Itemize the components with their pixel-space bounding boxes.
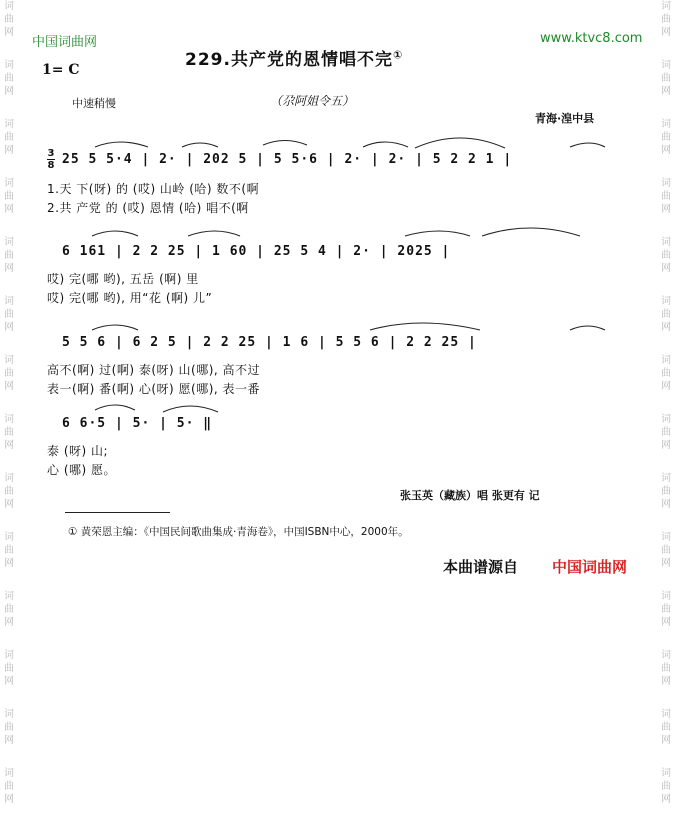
watermark-glyph: 曲 — [4, 663, 14, 674]
watermark-glyph: 曲 — [661, 604, 671, 615]
watermark-glyph: 曲 — [4, 250, 14, 261]
watermark-glyph: 网 — [4, 440, 14, 451]
score-row-1-notes: 25 5 5·4 | 2· | 202 5 | 5 5·6 | 2· | 2· | 5 2 2 1 | — [62, 152, 513, 167]
source-label: 本曲谱源自 — [443, 558, 519, 576]
score-row-2-notes: 6 161 | 2 2 25 | 1 60 | 25 5 4 | 2· | 2025 | — [62, 244, 451, 259]
watermark-glyph: 曲 — [4, 545, 14, 556]
watermark-glyph: 词 — [661, 355, 671, 366]
watermark-glyph: 曲 — [661, 368, 671, 379]
watermark-glyph: 词 — [4, 296, 14, 307]
watermark-glyph: 网 — [4, 381, 14, 392]
watermark-glyph: 曲 — [4, 368, 14, 379]
watermark-glyph: 曲 — [4, 132, 14, 143]
slur-arc — [370, 323, 480, 330]
score-row-3-lyric-2: 表一(啊) 番(啊) 心(呀) 愿(哪), 表一番 — [47, 382, 261, 396]
score-row-4-notes: 6 6·5 | 5· | 5· ‖ — [62, 416, 213, 431]
watermark-glyph: 曲 — [661, 191, 671, 202]
watermark-glyph: 词 — [4, 650, 14, 661]
slur-arc — [188, 231, 240, 236]
score-row-1-lyric-2: 2.共 产党 的 (哎) 恩情 (哈) 唱不(啊 — [47, 201, 249, 215]
watermark-glyph: 网 — [4, 86, 14, 97]
watermark-glyph: 曲 — [661, 663, 671, 674]
region-label: 青海·湟中县 — [535, 112, 595, 125]
watermark-glyph: 网 — [4, 617, 14, 628]
watermark-glyph: 词 — [4, 237, 14, 248]
watermark-glyph: 网 — [4, 27, 14, 38]
site-name-top-left[interactable]: 中国词曲网 — [32, 35, 98, 50]
watermark-glyph: 网 — [661, 617, 671, 628]
watermark-glyph: 网 — [661, 145, 671, 156]
watermark-glyph: 词 — [4, 709, 14, 720]
watermark-glyph: 词 — [661, 473, 671, 484]
watermark-glyph: 网 — [661, 735, 671, 746]
watermark-glyph: 网 — [4, 676, 14, 687]
watermark-glyph: 词 — [661, 768, 671, 779]
watermark-glyph: 曲 — [4, 486, 14, 497]
time-signature-bottom: 8 — [47, 160, 55, 171]
watermark-glyph: 网 — [4, 263, 14, 274]
watermark-glyph: 曲 — [4, 191, 14, 202]
score-row-3-lyric-1: 高不(啊) 过(啊) 泰(呀) 山(哪), 高不过 — [47, 363, 261, 377]
watermark-glyph: 词 — [661, 178, 671, 189]
watermark-glyph: 网 — [661, 27, 671, 38]
watermark-glyph: 网 — [661, 499, 671, 510]
watermark-glyph: 词 — [4, 119, 14, 130]
watermark-glyph: 曲 — [661, 722, 671, 733]
watermark-glyph: 网 — [661, 381, 671, 392]
watermark-glyph: 网 — [4, 145, 14, 156]
watermark-glyph: 网 — [4, 322, 14, 333]
watermark-glyph: 曲 — [661, 781, 671, 792]
watermark-glyph: 词 — [4, 768, 14, 779]
watermark-glyph: 网 — [661, 794, 671, 805]
key-signature: 1= C — [42, 62, 80, 78]
slur-arc — [182, 143, 218, 147]
score-row-4-lyric-2: 心 (哪) 愿。 — [47, 463, 116, 477]
slur-arc — [95, 142, 148, 147]
watermark-glyph: 网 — [4, 558, 14, 569]
watermark-glyph: 曲 — [4, 427, 14, 438]
slur-arc — [95, 405, 135, 410]
watermark-glyph: 曲 — [661, 427, 671, 438]
watermark-glyph: 词 — [661, 119, 671, 130]
watermark-glyph: 网 — [661, 322, 671, 333]
slur-arc — [405, 231, 470, 236]
watermark-glyph: 词 — [4, 591, 14, 602]
score-row-1-lyric-1: 1.天 下(呀) 的 (哎) 山岭 (哈) 数不(啊 — [47, 182, 260, 196]
watermark-glyph: 词 — [661, 591, 671, 602]
slur-arc — [263, 141, 307, 146]
slur-arc — [363, 142, 408, 147]
watermark-glyph: 曲 — [661, 309, 671, 320]
watermark-glyph: 曲 — [4, 73, 14, 84]
watermark-glyph: 词 — [4, 532, 14, 543]
score-row-4-lyric-1: 泰 (呀) 山; — [47, 444, 109, 458]
watermark-glyph: 网 — [661, 263, 671, 274]
score-row-2-lyric-1: 哎) 完(哪 哟), 五岳 (啊) 里 — [47, 272, 199, 286]
watermark-glyph: 词 — [661, 1, 671, 12]
watermark-glyph: 曲 — [661, 132, 671, 143]
watermark-glyph: 曲 — [661, 486, 671, 497]
watermark-glyph: 曲 — [4, 14, 14, 25]
score-row-3-notes: 5 5 6 | 6 2 5 | 2 2 25 | 1 6 | 5 5 6 | 2 2 25 | — [62, 335, 477, 350]
watermark-glyph: 曲 — [661, 73, 671, 84]
footnote-divider — [65, 512, 170, 513]
watermark-glyph: 词 — [661, 237, 671, 248]
score-row-2-lyric-2: 哎) 完(哪 哟), 用“花 (啊) 儿” — [47, 291, 213, 305]
slur-arc — [570, 143, 605, 147]
watermark-glyph: 曲 — [4, 604, 14, 615]
watermark-glyph: 词 — [4, 178, 14, 189]
song-title-text: 229.共产党的恩情唱不完 — [185, 50, 393, 70]
watermark-glyph: 曲 — [661, 545, 671, 556]
slur-arc — [570, 326, 605, 330]
time-signature-top: 3 — [47, 148, 55, 159]
watermark-glyph: 词 — [4, 1, 14, 12]
watermark-glyph: 网 — [661, 86, 671, 97]
watermark-glyph: 曲 — [4, 722, 14, 733]
slur-arc — [415, 138, 505, 148]
watermark-glyph: 词 — [4, 473, 14, 484]
watermark-glyph: 网 — [661, 676, 671, 687]
watermark-glyph: 词 — [661, 650, 671, 661]
watermark-glyph: 曲 — [4, 781, 14, 792]
watermark-glyph: 词 — [661, 60, 671, 71]
slur-arc — [92, 325, 138, 330]
watermark-glyph: 网 — [4, 735, 14, 746]
watermark-glyph: 曲 — [4, 309, 14, 320]
watermark-glyph: 网 — [4, 499, 14, 510]
slur-arc — [163, 406, 218, 412]
footnote-text: ① 黄荣恩主编：《中国民间歌曲集成·青海卷》，中国ISBN中心，2000年。 — [68, 526, 409, 538]
watermark-glyph: 词 — [4, 355, 14, 366]
tempo-marking: 中速稍慢 — [72, 97, 116, 110]
watermark-glyph: 词 — [661, 414, 671, 425]
watermark-glyph: 曲 — [661, 250, 671, 261]
source-site-link[interactable]: 中国词曲网 — [552, 558, 628, 576]
watermark-glyph: 曲 — [661, 14, 671, 25]
watermark-glyph: 词 — [661, 296, 671, 307]
watermark-glyph: 词 — [661, 532, 671, 543]
performer-credits: 张玉英（藏族）唱 张更有 记 — [400, 489, 540, 502]
site-url[interactable]: www.ktvc8.com — [540, 31, 643, 46]
watermark-glyph: 网 — [4, 794, 14, 805]
watermark-glyph: 网 — [661, 440, 671, 451]
slur-arc — [92, 231, 138, 236]
watermark-glyph: 网 — [661, 558, 671, 569]
watermark-glyph: 网 — [4, 204, 14, 215]
watermark-glyph: 网 — [661, 204, 671, 215]
tune-subtitle: （尕阿姐令五） — [270, 94, 355, 108]
slur-arc — [482, 228, 580, 236]
watermark-glyph: 词 — [4, 414, 14, 425]
footnote-mark: ① — [392, 48, 404, 62]
watermark-glyph: 词 — [661, 709, 671, 720]
watermark-glyph: 词 — [4, 60, 14, 71]
